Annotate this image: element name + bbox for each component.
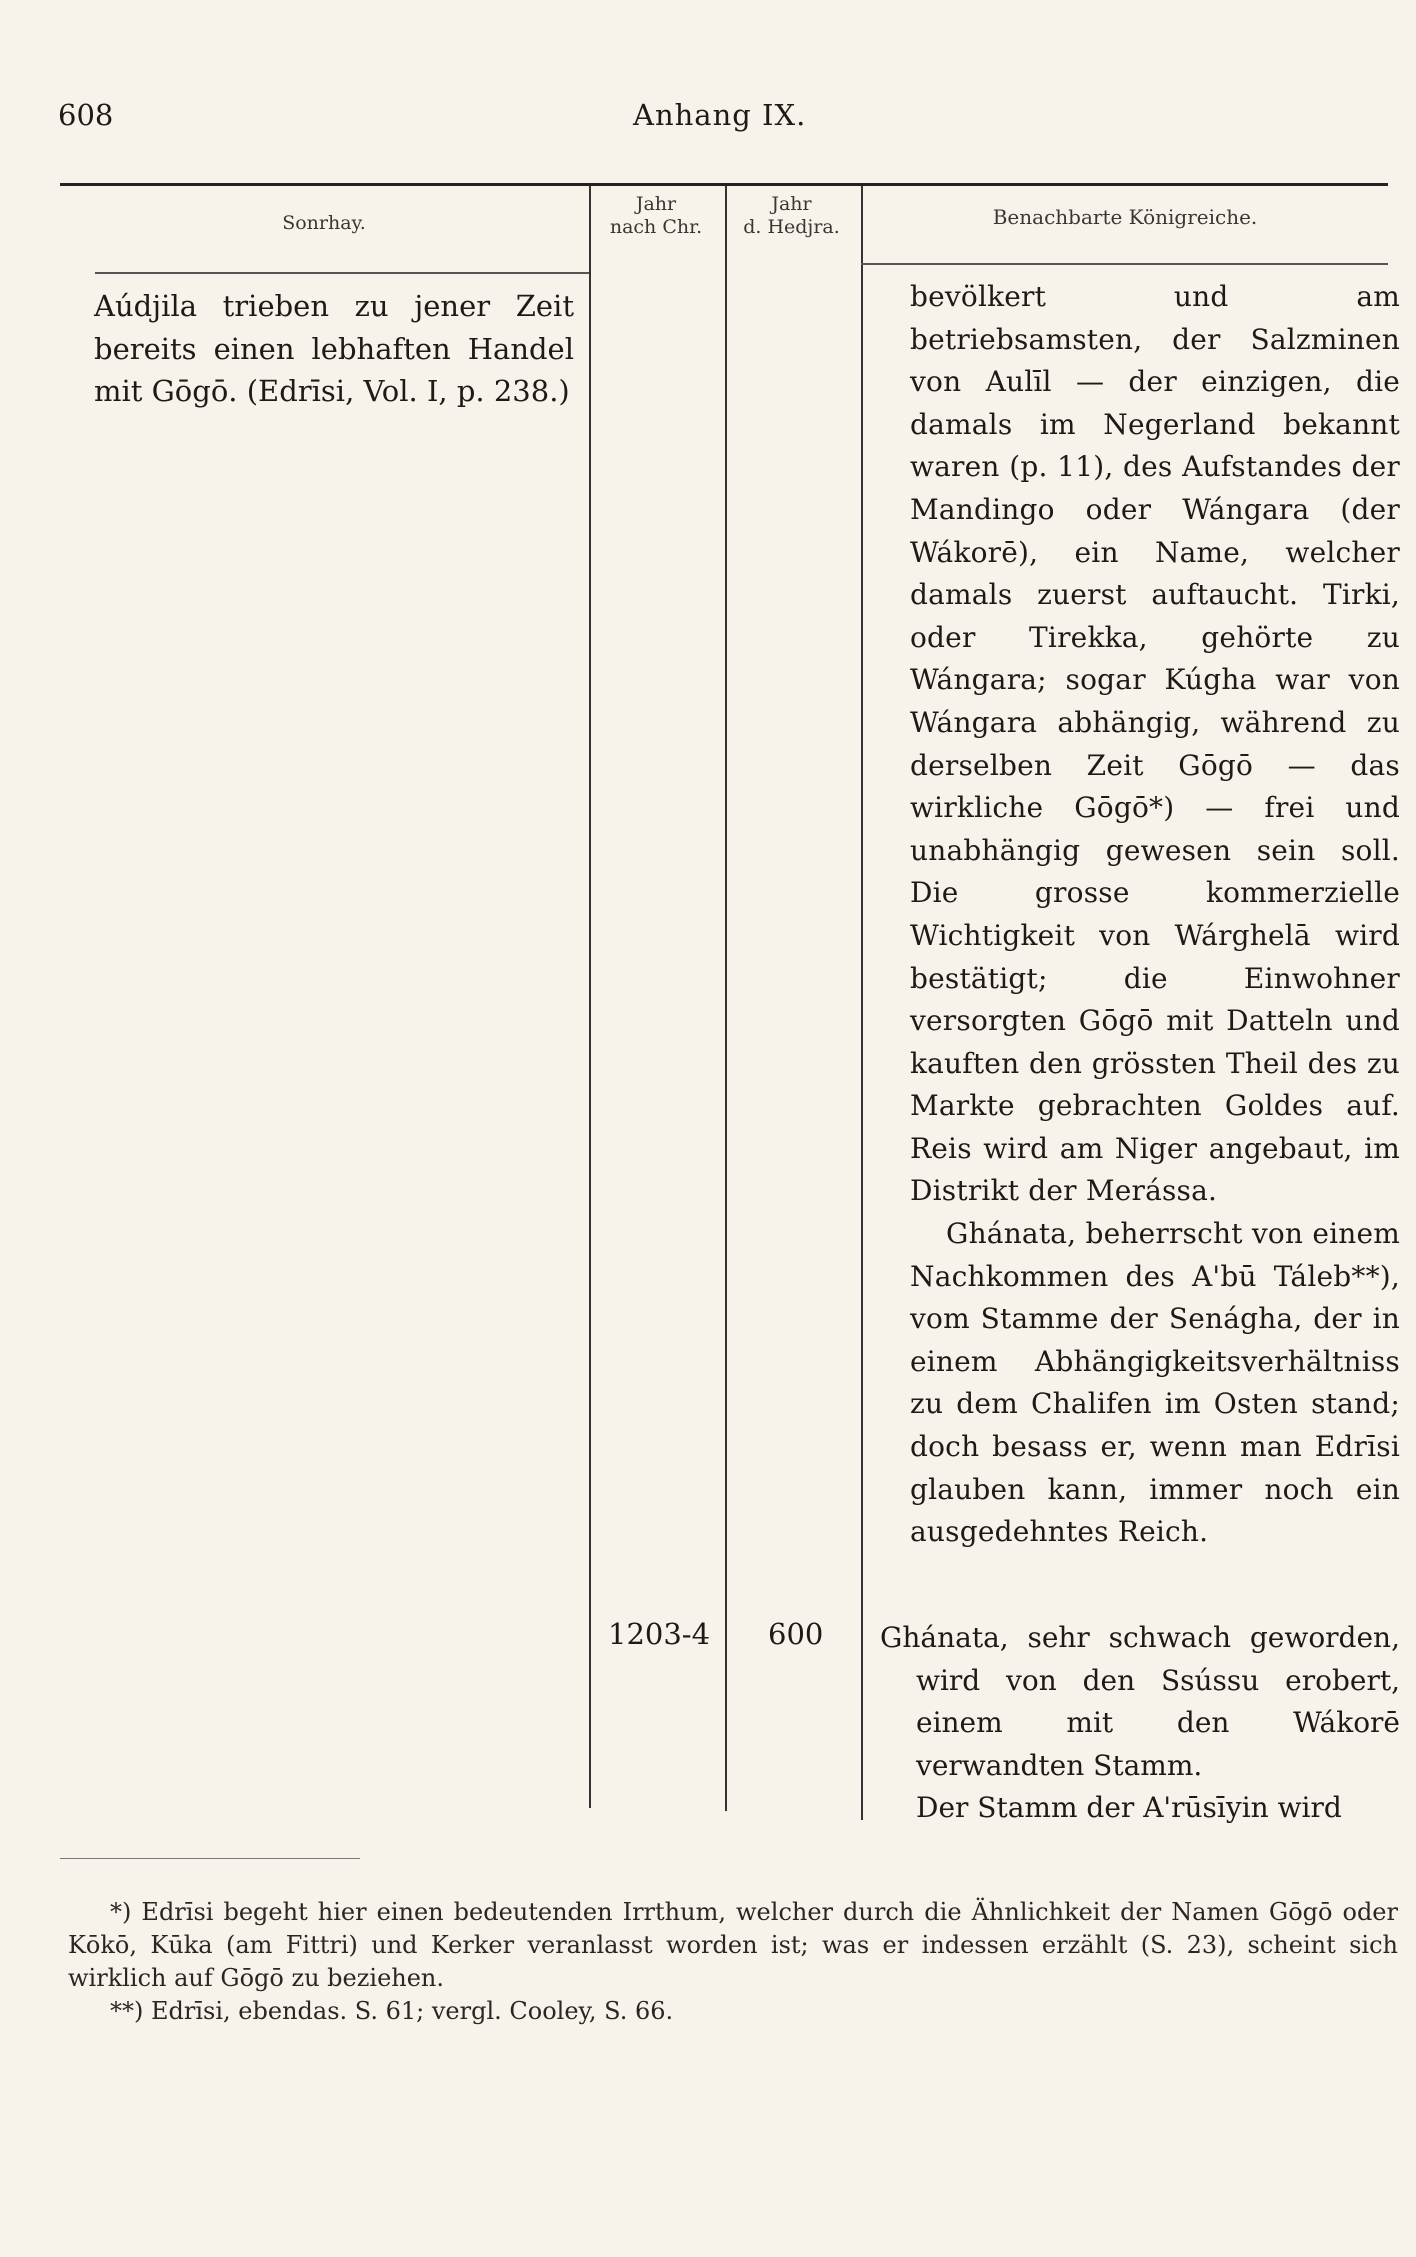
header-jahr-chr-line2: nach Chr. — [609, 216, 703, 239]
entry-year-chr: 1203-4 — [608, 1617, 711, 1651]
header-jahr-chr-line1: Jahr — [635, 193, 677, 215]
kingdoms-paragraph-2: Ghánata, beherrscht von einem Nachkommen des A'bū Táleb**), vom Stamme der Senágha, der in einem Abhängigkeitsverhältniss zu dem Chalifen im Osten stand; doch besass er, wenn man Edrīsi glauben kann, immer noch ein ausgedehntes Reich. — [910, 1217, 1400, 1549]
footnote-2-mark: **) — [110, 1997, 144, 2025]
header-jahr-hedjra-line1: Jahr — [771, 193, 812, 215]
header-underline — [95, 272, 589, 274]
header-jahr-hedjra — [724, 193, 859, 239]
header-sonrhay: Sonrhay. — [282, 212, 366, 234]
footnote-1-mark: *) — [110, 1898, 132, 1926]
header-benachbarte-koenigreiche: Benachbarte Königreiche. — [992, 205, 1258, 229]
entry-paragraph-2: Der Stamm der A'rūsīyin wird — [916, 1791, 1342, 1825]
footnote-1-text: Edrīsi begeht hier einen bedeutenden Irrthum, welcher durch die Ähnlichkeit der Namen Gōgō oder Kōkō, Kūka (am Fittri) und Kerker veranlasst worden ist; was er indessen erzählt (S. 23), scheint sich wirklich auf Gōgō zu beziehen. — [68, 1898, 1398, 1992]
footnotes — [68, 1896, 1398, 2028]
header-underline — [861, 263, 1388, 265]
running-head — [58, 98, 1358, 138]
sonrhay-column-text — [94, 285, 574, 413]
column-divider — [589, 186, 591, 1808]
header-jahr-nach-chr — [590, 193, 722, 239]
sonrhay-paragraph: Aúdjila trieben zu jener Zeit bereits einen lebhaften Handel mit Gōgō. (Edrīsi, Vol. I, p. 238.) — [94, 289, 574, 409]
page-number: 608 — [58, 98, 114, 132]
kingdoms-column-text — [910, 276, 1400, 1554]
table-top-rule — [60, 183, 1388, 186]
footnote-1 — [68, 1896, 1398, 1995]
column-divider — [861, 186, 863, 1820]
entry-year-hedjra: 600 — [768, 1617, 824, 1651]
footnote-2-text: Edrīsi, ebendas. S. 61; vergl. Cooley, S. 66. — [151, 1997, 674, 2025]
footnote-rule — [60, 1858, 360, 1859]
running-title: Anhang IX. — [633, 98, 807, 132]
column-divider — [725, 186, 727, 1811]
footnote-2 — [68, 1995, 1398, 2028]
header-jahr-hedjra-line2: d. Hedjra. — [743, 216, 840, 239]
entry-kingdoms-text — [880, 1617, 1400, 1830]
kingdoms-paragraph-1: bevölkert und am betriebsamsten, der Salzminen von Aulīl — der einzigen, die damals im Negerland bekannt waren (p. 11), des Aufstandes der Mandingo oder Wángara (der Wákorē), ein Name, welcher damals zuerst auftaucht. Tirki, oder Tirekka, gehörte zu Wángara; sogar Kúgha war von Wángara abhängig, während zu derselben Zeit Gōgō — das wirkliche Gōgō*) — frei und unabhängig gewesen sein soll. Die grosse kommerzielle Wichtigkeit von Wárghelā wird bestätigt; die Einwohner versorgten Gōgō mit Datteln und kauften den grössten Theil des zu Markte gebrachten Goldes auf. Reis wird am Niger angebaut, im Distrikt der Merássa. — [910, 280, 1400, 1208]
entry-paragraph-1: Ghánata, sehr schwach geworden, wird von den Ssússu erobert, einem mit den Wákorē verwandten Stamm. — [880, 1621, 1400, 1782]
